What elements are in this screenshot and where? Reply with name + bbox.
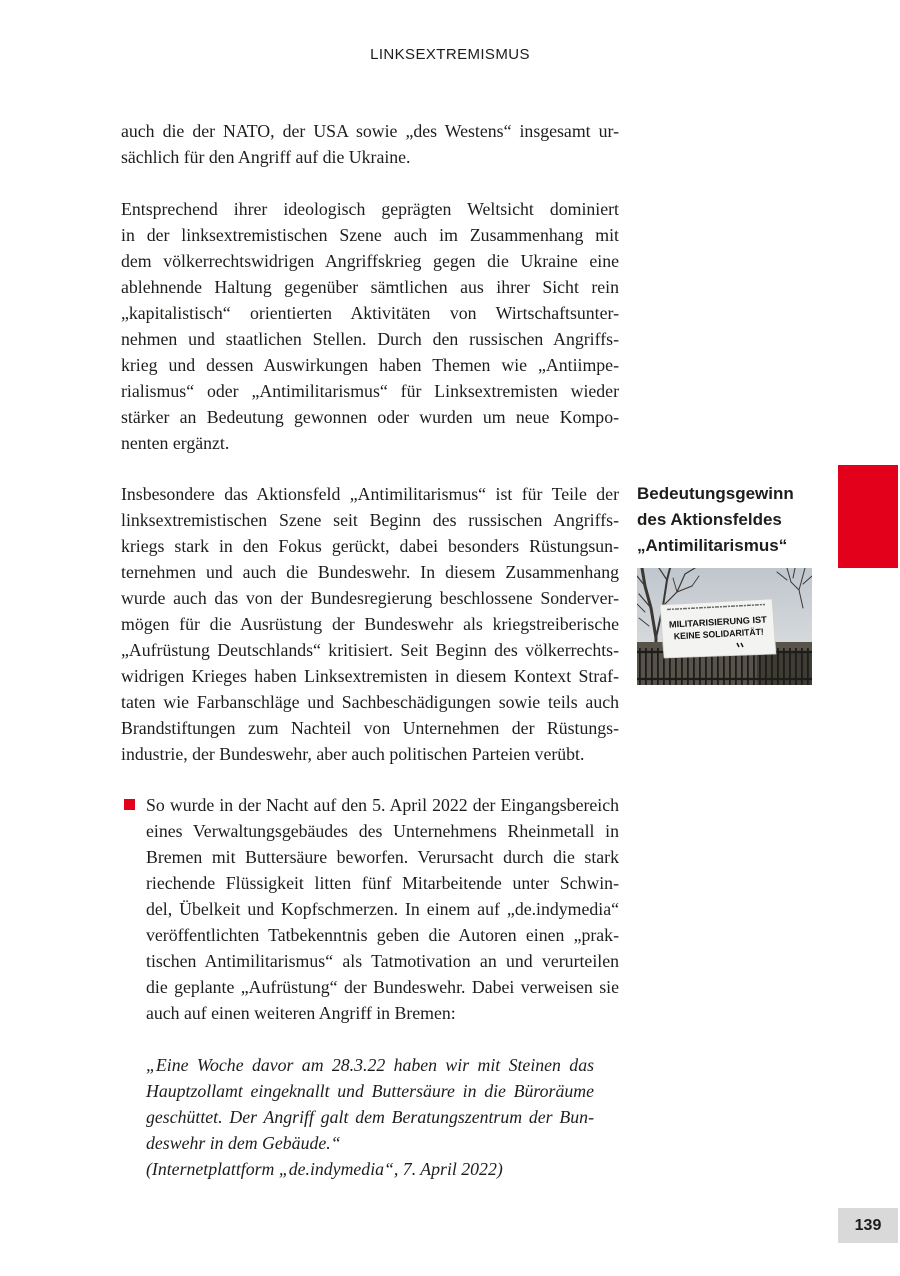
text-line: veröffentlichten Tatbekenntnis geben die Autoren einen „prak- [146, 925, 619, 945]
bullet-item-1 [146, 792, 619, 1026]
quote-line: „Eine Woche davor am 28.3.22 haben wir mit Steinen das [146, 1055, 594, 1075]
quote-line: deswehr in dem Gebäude.“ [146, 1133, 341, 1153]
text-line: rialismus“ oder „Antimilitarismus“ für Linksextremisten wieder [121, 381, 619, 401]
quote-line: Hauptzollamt eingeknallt und Buttersäure in die Büroräume [146, 1081, 594, 1101]
text-line: nenten ergänzt. [121, 433, 230, 453]
margin-heading [637, 481, 832, 559]
text-line: nehmen und staatlichen Stellen. Durch den russischen Angriffs- [121, 329, 619, 349]
margin-heading-line: Bedeutungsgewinn [637, 484, 794, 503]
text-line: eines Verwaltungsgebäudes des Unternehmens Rheinmetall in [146, 821, 619, 841]
section-tab-marker [838, 465, 898, 568]
text-line: „Aufrüstung Deutschlands“ kritisiert. Seit Beginn des völkerrechts- [121, 640, 619, 660]
text-line: auch auf einen weiteren Angriff in Bremen: [146, 1003, 456, 1023]
quote-line: geschüttet. Der Angriff galt dem Beratungszentrum der Bun- [146, 1107, 594, 1127]
text-line: Entsprechend ihrer ideologisch geprägten Weltsicht dominiert [121, 199, 619, 219]
text-line: taten wie Farbanschläge und Sachbeschädigungen sowie teils auch [121, 692, 619, 712]
paragraph-2 [121, 196, 619, 456]
paragraph-1 [121, 118, 619, 170]
text-line: sächlich für den Angriff auf die Ukraine. [121, 147, 411, 167]
paragraph-3 [121, 481, 619, 767]
block-quote [146, 1052, 594, 1182]
text-line: tischen Antimilitarismus“ als Tatmotivation an und verurteilen [146, 951, 619, 971]
text-line: wurde auch das von der Bundesregierung beschlossene Sonderver- [121, 588, 619, 608]
red-square-bullet-icon [124, 799, 135, 810]
text-line: mögen für die Ausrüstung der Bundeswehr als kriegstreiberische [121, 614, 619, 634]
banner-photo [637, 568, 812, 685]
text-line: widrigen Krieges haben Linksextremisten in diesem Kontext Straf- [121, 666, 619, 686]
text-line: linksextremistischen Szene seit Beginn des russischen Angriffs- [121, 510, 619, 530]
margin-heading-line: des Aktionsfeldes [637, 510, 782, 529]
text-line: in der linksextremistischen Szene auch im Zusammenhang mit [121, 225, 619, 245]
quote-source: (Internetplattform „de.indymedia“, 7. April 2022) [146, 1159, 503, 1179]
text-line: riechende Flüssigkeit litten fünf Mitarbeitende unter Schwin- [146, 873, 619, 893]
text-line: krieg und dessen Auswirkungen haben Themen wie „Antiimpe- [121, 355, 619, 375]
text-line: Bremen mit Buttersäure beworfen. Verursacht durch die stark [146, 847, 619, 867]
banner-text-line-2: KEINE SOLIDARITÄT! [673, 626, 768, 642]
text-line: kriegs stark in den Fokus gerückt, dabei besonders Rüstungsun- [121, 536, 619, 556]
text-line: auch die der NATO, der USA sowie „des Westens“ insgesamt ur- [121, 121, 619, 141]
margin-heading-line: „Antimilitarismus“ [637, 536, 788, 555]
text-line: ablehnende Haltung gegenüber sämtlichen aus ihrer Sicht rein [121, 277, 619, 297]
running-title: LINKSEXTREMISMUS [370, 46, 530, 63]
page-number: 139 [838, 1208, 898, 1243]
text-line: „kapitalistisch“ orientierten Aktivitäten von Wirtschaftsunter- [121, 303, 619, 323]
text-line: del, Übelkeit und Kopfschmerzen. In einem auf „de.indymedia“ [146, 899, 619, 919]
text-line: Brandstiftungen zum Nachteil von Unternehmen der Rüstungs- [121, 718, 619, 738]
text-line: industrie, der Bundeswehr, aber auch politischen Parteien verübt. [121, 744, 585, 764]
text-line: ternehmen und auch die Bundeswehr. In diesem Zusammenhang [121, 562, 619, 582]
text-line: stärker an Bedeutung gewonnen oder wurden um neue Kompo- [121, 407, 619, 427]
text-line: Insbesondere das Aktionsfeld „Antimilitarismus“ ist für Teile der [121, 484, 619, 504]
text-line: dem völkerrechtswidrigen Angriffskrieg gegen die Ukraine eine [121, 251, 619, 271]
banner-text-line-1: MILITARISIERUNG IST [668, 614, 765, 630]
text-line: die geplante „Aufrüstung“ der Bundeswehr. Dabei verweisen sie [146, 977, 619, 997]
text-line: So wurde in der Nacht auf den 5. April 2022 der Eingangsbereich [146, 795, 619, 815]
